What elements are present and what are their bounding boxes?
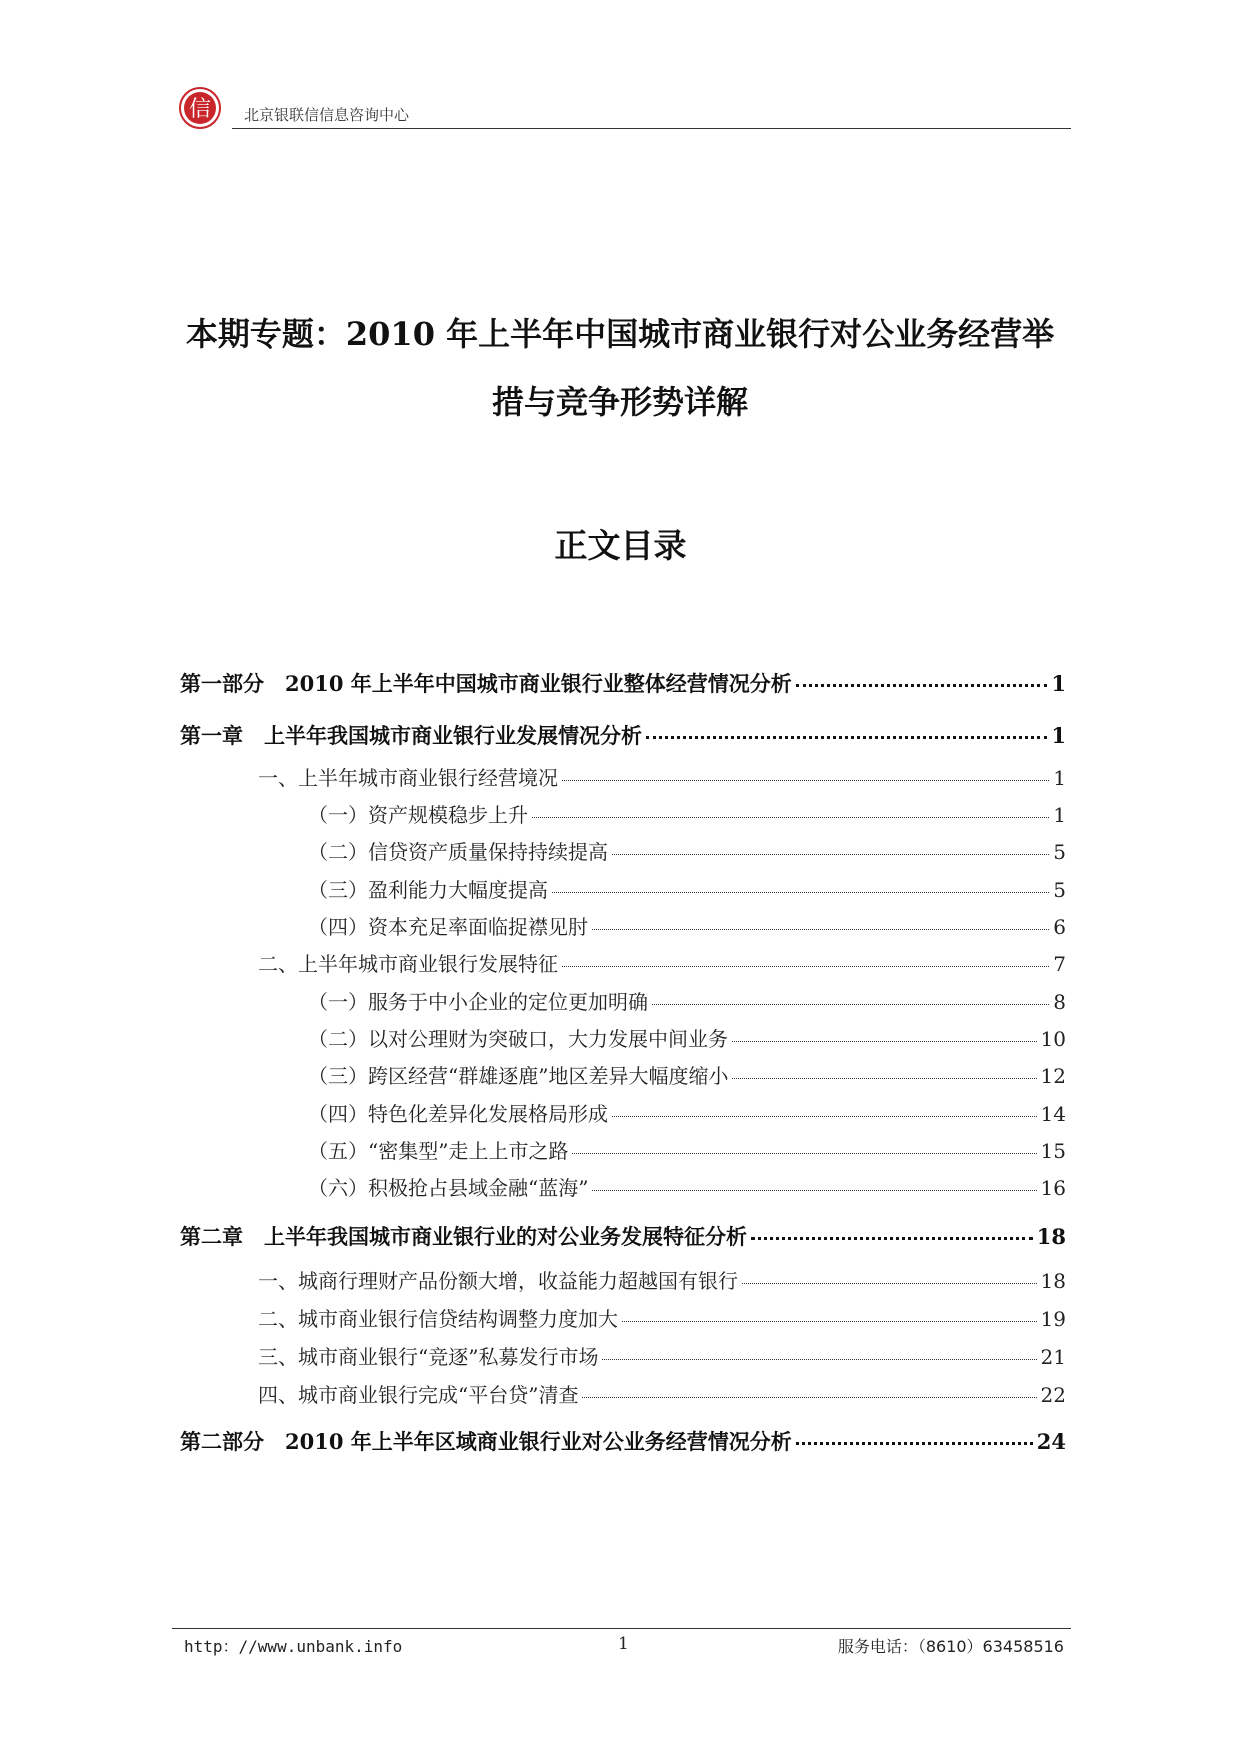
toc-entry[interactable] [180, 1379, 1066, 1408]
toc-leader-dots [562, 966, 1049, 967]
toc-leader-dots [612, 1116, 1037, 1117]
toc-entry-label: 四、城市商业银行完成“平台贷”清查 [258, 1383, 579, 1407]
toc-leader-dots [652, 1004, 1049, 1005]
toc-entry-label: （二）信贷资产质量保持持续提高 [308, 840, 608, 864]
toc-entry-label: 二、上半年城市商业银行发展特征 [258, 952, 558, 976]
toc-leader-dots [742, 1283, 1037, 1284]
toc-entry[interactable] [180, 1023, 1066, 1052]
toc-entry-page: 18 [1040, 1269, 1066, 1293]
toc-entry[interactable] [180, 668, 1066, 698]
toc-entry-page: 5 [1053, 878, 1066, 902]
footer-divider [172, 1628, 1071, 1629]
toc-entry-page: 15 [1040, 1139, 1066, 1163]
toc-entry-label: 三、城市商业银行“竞逐”私募发行市场 [258, 1345, 599, 1369]
toc-entry-label: 第一章 上半年我国城市商业银行业发展情况分析 [180, 723, 642, 748]
toc-leader-dots [751, 1237, 1033, 1240]
footer-url[interactable]: http：//www.unbank.info [184, 1637, 403, 1656]
toc-entry-page: 1 [1051, 723, 1066, 748]
toc-entry-label: 二、城市商业银行信贷结构调整力度加大 [258, 1307, 618, 1331]
toc-entry-label: （三）跨区经营“群雄逐鹿”地区差异大幅度缩小 [308, 1064, 729, 1088]
toc-entry-page: 6 [1053, 915, 1066, 939]
toc-leader-dots [592, 1190, 1036, 1191]
toc-entry-label: （一）服务于中小企业的定位更加明确 [308, 990, 648, 1014]
toc-leader-dots [732, 1041, 1037, 1042]
toc-leader-dots [612, 854, 1049, 855]
page-header [178, 86, 1071, 130]
toc-leader-dots [532, 817, 1049, 818]
toc-entry[interactable] [180, 1426, 1066, 1456]
toc-entry[interactable] [180, 762, 1066, 791]
toc-entry[interactable] [180, 1060, 1066, 1089]
toc-entry[interactable] [180, 1303, 1066, 1332]
title-line-1: 本期专题：2010 年上半年中国城市商业银行对公业务经营举 [185, 315, 1055, 353]
toc-heading: 正文目录 [554, 526, 687, 565]
toc-entry[interactable] [180, 874, 1066, 903]
toc-entry-page: 7 [1053, 952, 1066, 976]
toc-entry-page: 1 [1051, 671, 1066, 696]
toc-entry-label: （六）积极抢占县域金融“蓝海” [308, 1176, 589, 1200]
toc-entry-label: （三）盈利能力大幅度提高 [308, 878, 548, 902]
toc-leader-dots [562, 780, 1049, 781]
toc-leader-dots [592, 929, 1049, 930]
toc-entry-label: （四）特色化差异化发展格局形成 [308, 1102, 608, 1126]
toc-leader-dots [602, 1359, 1036, 1360]
toc-entry[interactable] [180, 986, 1066, 1015]
toc-leader-dots [646, 736, 1047, 739]
toc-entry[interactable] [180, 1135, 1066, 1164]
toc-leader-dots [622, 1321, 1037, 1322]
toc-entry-label: 一、城商行理财产品份额大增，收益能力超越国有银行 [258, 1269, 738, 1293]
page-title [160, 300, 1080, 436]
toc-entry[interactable] [180, 948, 1066, 977]
toc-entry-page: 24 [1036, 1429, 1066, 1454]
toc-entry-label: 一、上半年城市商业银行经营境况 [258, 766, 558, 790]
toc-leader-dots [552, 892, 1049, 893]
unbank-logo-icon [178, 86, 222, 130]
toc-entry[interactable] [180, 720, 1066, 750]
toc-entry-label: 第一部分 2010 年上半年中国城市商业银行业整体经营情况分析 [180, 671, 792, 696]
toc-entry-page: 16 [1040, 1176, 1066, 1200]
toc-entry[interactable] [180, 836, 1066, 865]
toc-entry-label: 第二部分 2010 年上半年区域商业银行业对公业务经营情况分析 [180, 1429, 792, 1454]
toc-entry-page: 22 [1040, 1383, 1066, 1407]
toc-entry-page: 8 [1053, 990, 1066, 1014]
footer-page-number: 1 [618, 1634, 629, 1654]
toc-entry[interactable] [180, 1221, 1066, 1251]
toc-entry[interactable] [180, 911, 1066, 940]
toc-entry-label: （四）资本充足率面临捉襟见肘 [308, 915, 588, 939]
toc-entry[interactable] [180, 1172, 1066, 1201]
toc-entry-page: 5 [1053, 840, 1066, 864]
toc-entry-page: 21 [1040, 1345, 1066, 1369]
toc-entry-page: 10 [1040, 1027, 1066, 1051]
toc-entry[interactable] [180, 1098, 1066, 1127]
toc-entry-label: （一）资产规模稳步上升 [308, 803, 528, 827]
toc-entry-label: 第二章 上半年我国城市商业银行业的对公业务发展特征分析 [180, 1224, 747, 1249]
toc-entry-label: （五）“密集型”走上上市之路 [308, 1139, 569, 1163]
page-footer [184, 1634, 1064, 1658]
logo-char: 信 [188, 97, 212, 122]
toc-entry-page: 19 [1040, 1307, 1066, 1331]
toc-entry-page: 1 [1053, 803, 1066, 827]
footer-phone: 服务电话：（8610）63458516 [837, 1637, 1064, 1656]
toc-leader-dots [582, 1397, 1036, 1398]
toc-entry-page: 14 [1040, 1102, 1066, 1126]
toc-entry-page: 18 [1036, 1224, 1066, 1249]
toc-entry[interactable] [180, 1341, 1066, 1370]
toc-leader-dots [796, 1442, 1033, 1445]
header-divider [232, 128, 1071, 129]
organization-name: 北京银联信信息咨询中心 [244, 106, 410, 124]
toc-leader-dots [796, 684, 1048, 687]
toc-leader-dots [732, 1078, 1036, 1079]
toc-entry-label: （二）以对公理财为突破口，大力发展中间业务 [308, 1027, 728, 1051]
toc-entry[interactable] [180, 799, 1066, 828]
title-line-2: 措与竞争形势详解 [491, 383, 748, 421]
toc-entry-page: 12 [1040, 1064, 1066, 1088]
toc-leader-dots [572, 1153, 1036, 1154]
toc-entry-page: 1 [1053, 766, 1066, 790]
toc-entry[interactable] [180, 1265, 1066, 1294]
